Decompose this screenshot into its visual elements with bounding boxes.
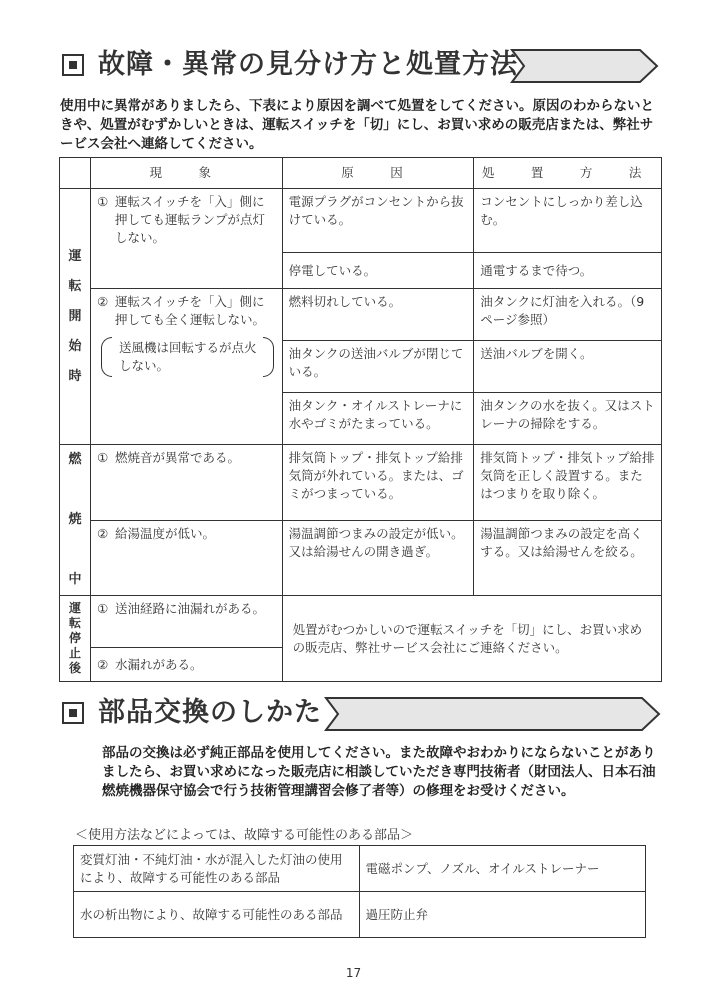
cause-cell: 油タンク・オイルストレーナに水やゴミがたまっている。 xyxy=(282,393,474,445)
remedy-cell: 通電するまで待つ。 xyxy=(474,253,662,289)
parts-condition-cell: 変質灯油・不純灯油・水が混入した灯油の使用により、故障する可能性のある部品 xyxy=(74,846,360,892)
section-title: 部品交換のしかた xyxy=(98,697,322,728)
remedy-cell: 油タンクに灯油を入れる。（9ページ参照） xyxy=(474,289,662,341)
table-row xyxy=(60,445,662,521)
symptom-cell: ① 送油経路に油漏れがある。 xyxy=(90,596,282,648)
parts-condition-cell: 水の析出物により、故障する可能性のある部品 xyxy=(74,892,360,938)
table-row xyxy=(60,520,662,596)
cause-cell: 停電している。 xyxy=(282,253,474,289)
table-header-row xyxy=(60,158,662,189)
symptom-note: 送風機は回転するが点火しない。 xyxy=(97,337,274,377)
arrow-banner-icon xyxy=(510,46,660,86)
combined-remedy-cell: 処置がむつかしいので運転スイッチを「切」にし、お買い求めの販売店、弊社サービス会社にご連絡ください。 xyxy=(282,596,661,682)
header-symptom: 現 象 xyxy=(90,158,282,189)
symptom-cell: ② 給湯温度が低い。 xyxy=(90,520,282,596)
header-remedy: 処 置 方 法 xyxy=(474,158,662,189)
section-heading-troubleshooting xyxy=(62,46,662,88)
symptom-cell: ② 水漏れがある。 xyxy=(90,648,282,682)
arrow-banner-icon xyxy=(324,694,662,734)
cause-cell: 電源プラグがコンセントから抜けている。 xyxy=(282,189,474,253)
remedy-cell: 湯温調節つまみの設定を高くする。又は給湯せんを絞る。 xyxy=(474,520,662,596)
parts-list-cell: 電磁ポンプ、ノズル、オイルストレーナー xyxy=(359,846,646,892)
table-row xyxy=(60,596,662,648)
remedy-cell: 排気筒トップ・排気トップ給排気筒を正しく設置する。またはつまりを取り除く。 xyxy=(474,445,662,521)
section-intro: 部品の交換は必ず純正部品を使用してください。また故障やおわかりにならないことがありましたら、お買い求めになった販売店に相談していただき専門技術者（財団法人、日本石油燃焼機器保守協会で行う技術管理講習会修了者等）の修理をお受けください。 xyxy=(102,745,656,799)
parts-list-cell: 過圧防止弁 xyxy=(359,892,646,938)
symptom-cell: ① 運転スイッチを「入」側に押しても運転ランプが点灯しない。 xyxy=(90,189,282,289)
parts-caption: ＜使用方法などによっては、故障する可能性のある部品＞ xyxy=(75,828,414,843)
table-row xyxy=(74,846,646,892)
section-title: 故障・異常の見分け方と処置方法 xyxy=(98,49,518,80)
section-heading-parts-replacement xyxy=(62,694,662,736)
cause-cell: 湯温調節つまみの設定が低い。又は給湯せんの開き過ぎ。 xyxy=(282,520,474,596)
remedy-cell: 送油バルブを開く。 xyxy=(474,341,662,393)
section-intro: 使用中に異常がありましたら、下表により原因を調べて処置をしてください。原因のわからないときや、処置がむずかしいときは、運転スイッチを「切」にし、お買い求めの販売店または、弊社サービス会社へ連絡してください。 xyxy=(60,98,654,152)
troubleshooting-table xyxy=(59,157,662,682)
header-corner xyxy=(60,158,91,189)
remedy-cell: コンセントにしっかり差し込む。 xyxy=(474,189,662,253)
symptom-cell: ② 運転スイッチを「入」側に押しても全く運転しない。 送風機は回転するが点火しない。 xyxy=(90,289,282,445)
header-cause: 原 因 xyxy=(282,158,474,189)
cause-cell: 油タンクの送油バルブが閉じている。 xyxy=(282,341,474,393)
group-label-startup: 運 転 開 始 時 xyxy=(60,189,91,445)
table-row xyxy=(74,892,646,938)
symptom-cell: ① 燃焼音が異常である。 xyxy=(90,445,282,521)
cause-cell: 排気筒トップ・排気トップ給排気筒が外れている。または、ゴミがつまっている。 xyxy=(282,445,474,521)
group-label-after-stop: 運 転 停 止 後 xyxy=(60,596,91,682)
cause-cell: 燃料切れしている。 xyxy=(282,289,474,341)
square-bullet-icon xyxy=(62,702,84,724)
table-row xyxy=(60,189,662,253)
group-label-burning: 燃 焼 中 xyxy=(60,445,91,596)
remedy-cell: 油タンクの水を抜く。又はストレーナの掃除をする。 xyxy=(474,393,662,445)
table-row xyxy=(60,289,662,341)
square-bullet-icon xyxy=(62,54,84,76)
parts-table xyxy=(73,845,646,938)
page-number: 17 xyxy=(345,966,362,980)
